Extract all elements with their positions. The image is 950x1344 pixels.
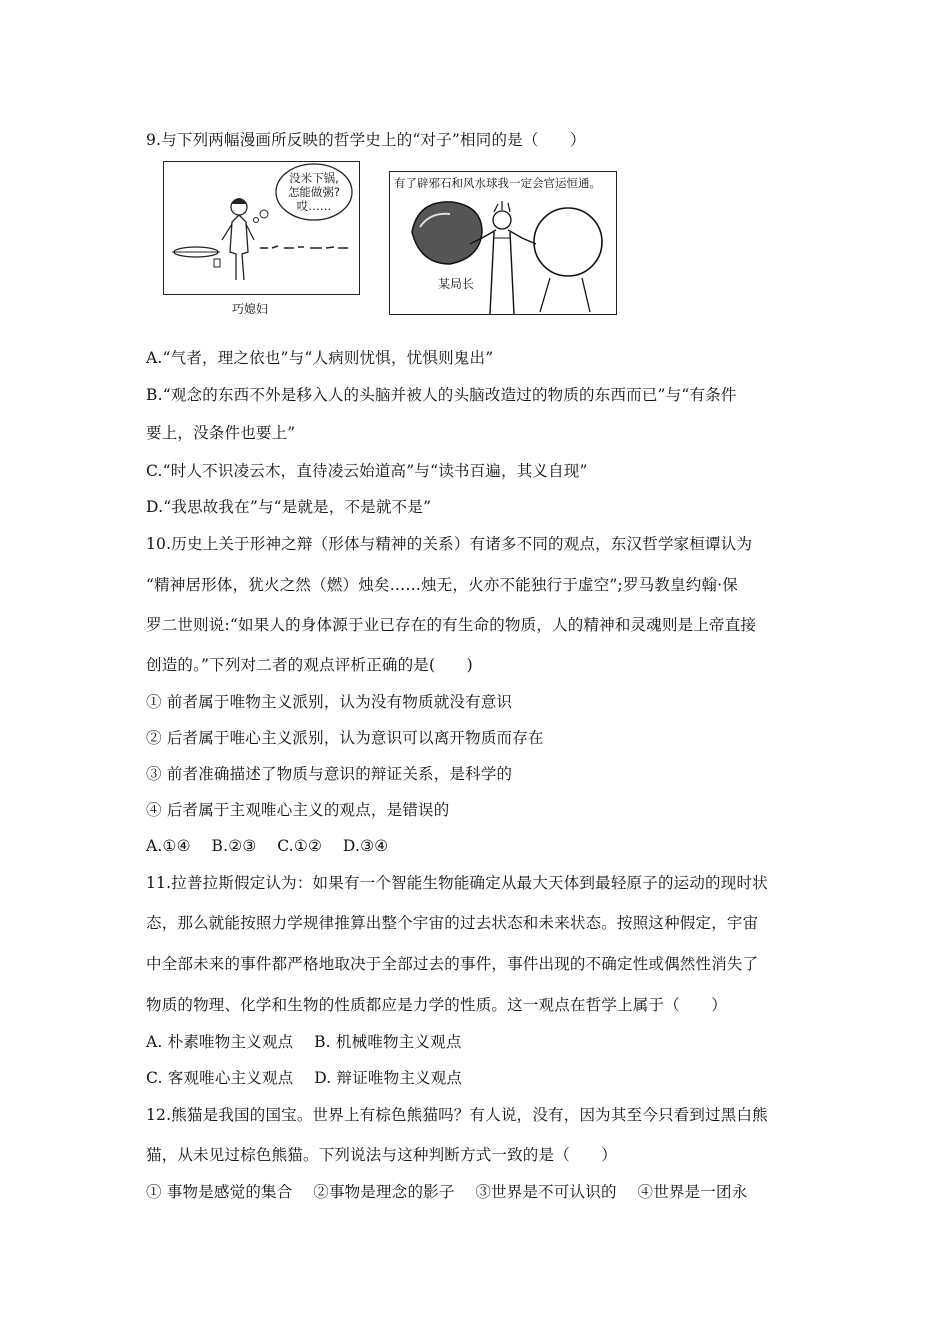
- bubble-line-3: 哎……: [296, 199, 332, 213]
- q10-item1: ① 前者属于唯物主义派别，认为没有物质就没有意识: [146, 693, 513, 711]
- bubble-line-2: 怎能做粥?: [287, 185, 341, 199]
- q9-option-b-line2: 要上，没条件也要上”: [146, 424, 296, 442]
- cartoon-clever-wife: [163, 161, 360, 295]
- q9-option-a: A.“气者，理之依也”与“人病则忧惧，忧惧则鬼出”: [146, 349, 494, 367]
- q10-line4: 创造的。”下列对二者的观点评析正确的是( ): [146, 656, 473, 674]
- cartoon2-banner: 有了辟邪石和风水球我一定会官运恒通。: [394, 176, 601, 190]
- q9-option-b-line1: B.“观念的东西不外是移入人的头脑并被人的头脑改造过的物质的东西而已”与“有条件: [146, 386, 737, 404]
- q10-item4: ④ 后者属于主观唯心主义的观点，是错误的: [146, 801, 450, 819]
- q10-line3: 罗二世则说:“如果人的身体源于业已存在的有生命的物质，人的精神和灵魂则是上帝直接: [146, 616, 757, 634]
- q11-options-cd: C. 客观唯心主义观点 D. 辩证唯物主义观点: [146, 1069, 463, 1087]
- q11-line2: 态，那么就能按照力学规律推算出整个宇宙的过去状态和未来状态。按照这种假定，宇宙: [146, 914, 759, 932]
- q12-line1: 12.熊猫是我国的国宝。世界上有棕色熊猫吗？有人说，没有，因为其至今只看到过黑白熊: [146, 1106, 768, 1124]
- cartoon2-label: 某局长: [438, 277, 475, 291]
- q11-line4: 物质的物理、化学和生物的性质都应是力学的性质。这一观点在哲学上属于（ ）: [146, 996, 727, 1014]
- q12-line2: 猫，从未见过棕色熊猫。下列说法与这种判断方式一致的是（ ）: [146, 1146, 618, 1164]
- cartoon1-caption: 巧媳妇: [232, 302, 269, 316]
- q10-item3: ③ 前者准确描述了物质与意识的辩证关系，是科学的: [146, 765, 513, 783]
- q12-items: ① 事物是感觉的集合 ②事物是理念的影子 ③世界是不可认识的 ④世界是一团永: [146, 1183, 748, 1201]
- q11-line1: 11.拉普拉斯假定认为：如果有一个智能生物能确定从最大天体到最轻原子的运动的现时状: [146, 874, 768, 892]
- q10-line1: 10.历史上关于形神之辩（形体与精神的关系）有诸多不同的观点，东汉哲学家桓谭认为: [146, 535, 753, 553]
- q10-line2: “精神居形体，犹火之然（燃）烛矣……烛无，火亦不能独行于虚空”;罗马教皇约翰·保: [146, 576, 738, 594]
- q11-options-ab: A. 朴素唯物主义观点 B. 机械唯物主义观点: [146, 1033, 462, 1051]
- cartoon-bureau-chief: [389, 171, 617, 315]
- official-figure-icon: [390, 172, 616, 314]
- q10-options: A.①④ B.②③ C.①② D.③④: [146, 837, 389, 855]
- bubble-line-1: 没米下锅,: [289, 171, 339, 185]
- q10-item2: ② 后者属于唯心主义派别，认为意识可以离开物质而存在: [146, 729, 544, 747]
- q9-option-d: D.“我思故我在”与“是就是，不是就不是”: [146, 498, 432, 516]
- q9-stem: 9.与下列两幅漫画所反映的哲学史上的“对子”相同的是（ ）: [146, 131, 586, 149]
- q9-option-c: C.“时人不识凌云木，直待凌云始道高”与“读书百遍，其义自现”: [146, 462, 588, 480]
- q11-line3: 中全部未来的事件都严格地取决于全部过去的事件，事件出现的不确定性或偶然性消失了: [146, 955, 759, 973]
